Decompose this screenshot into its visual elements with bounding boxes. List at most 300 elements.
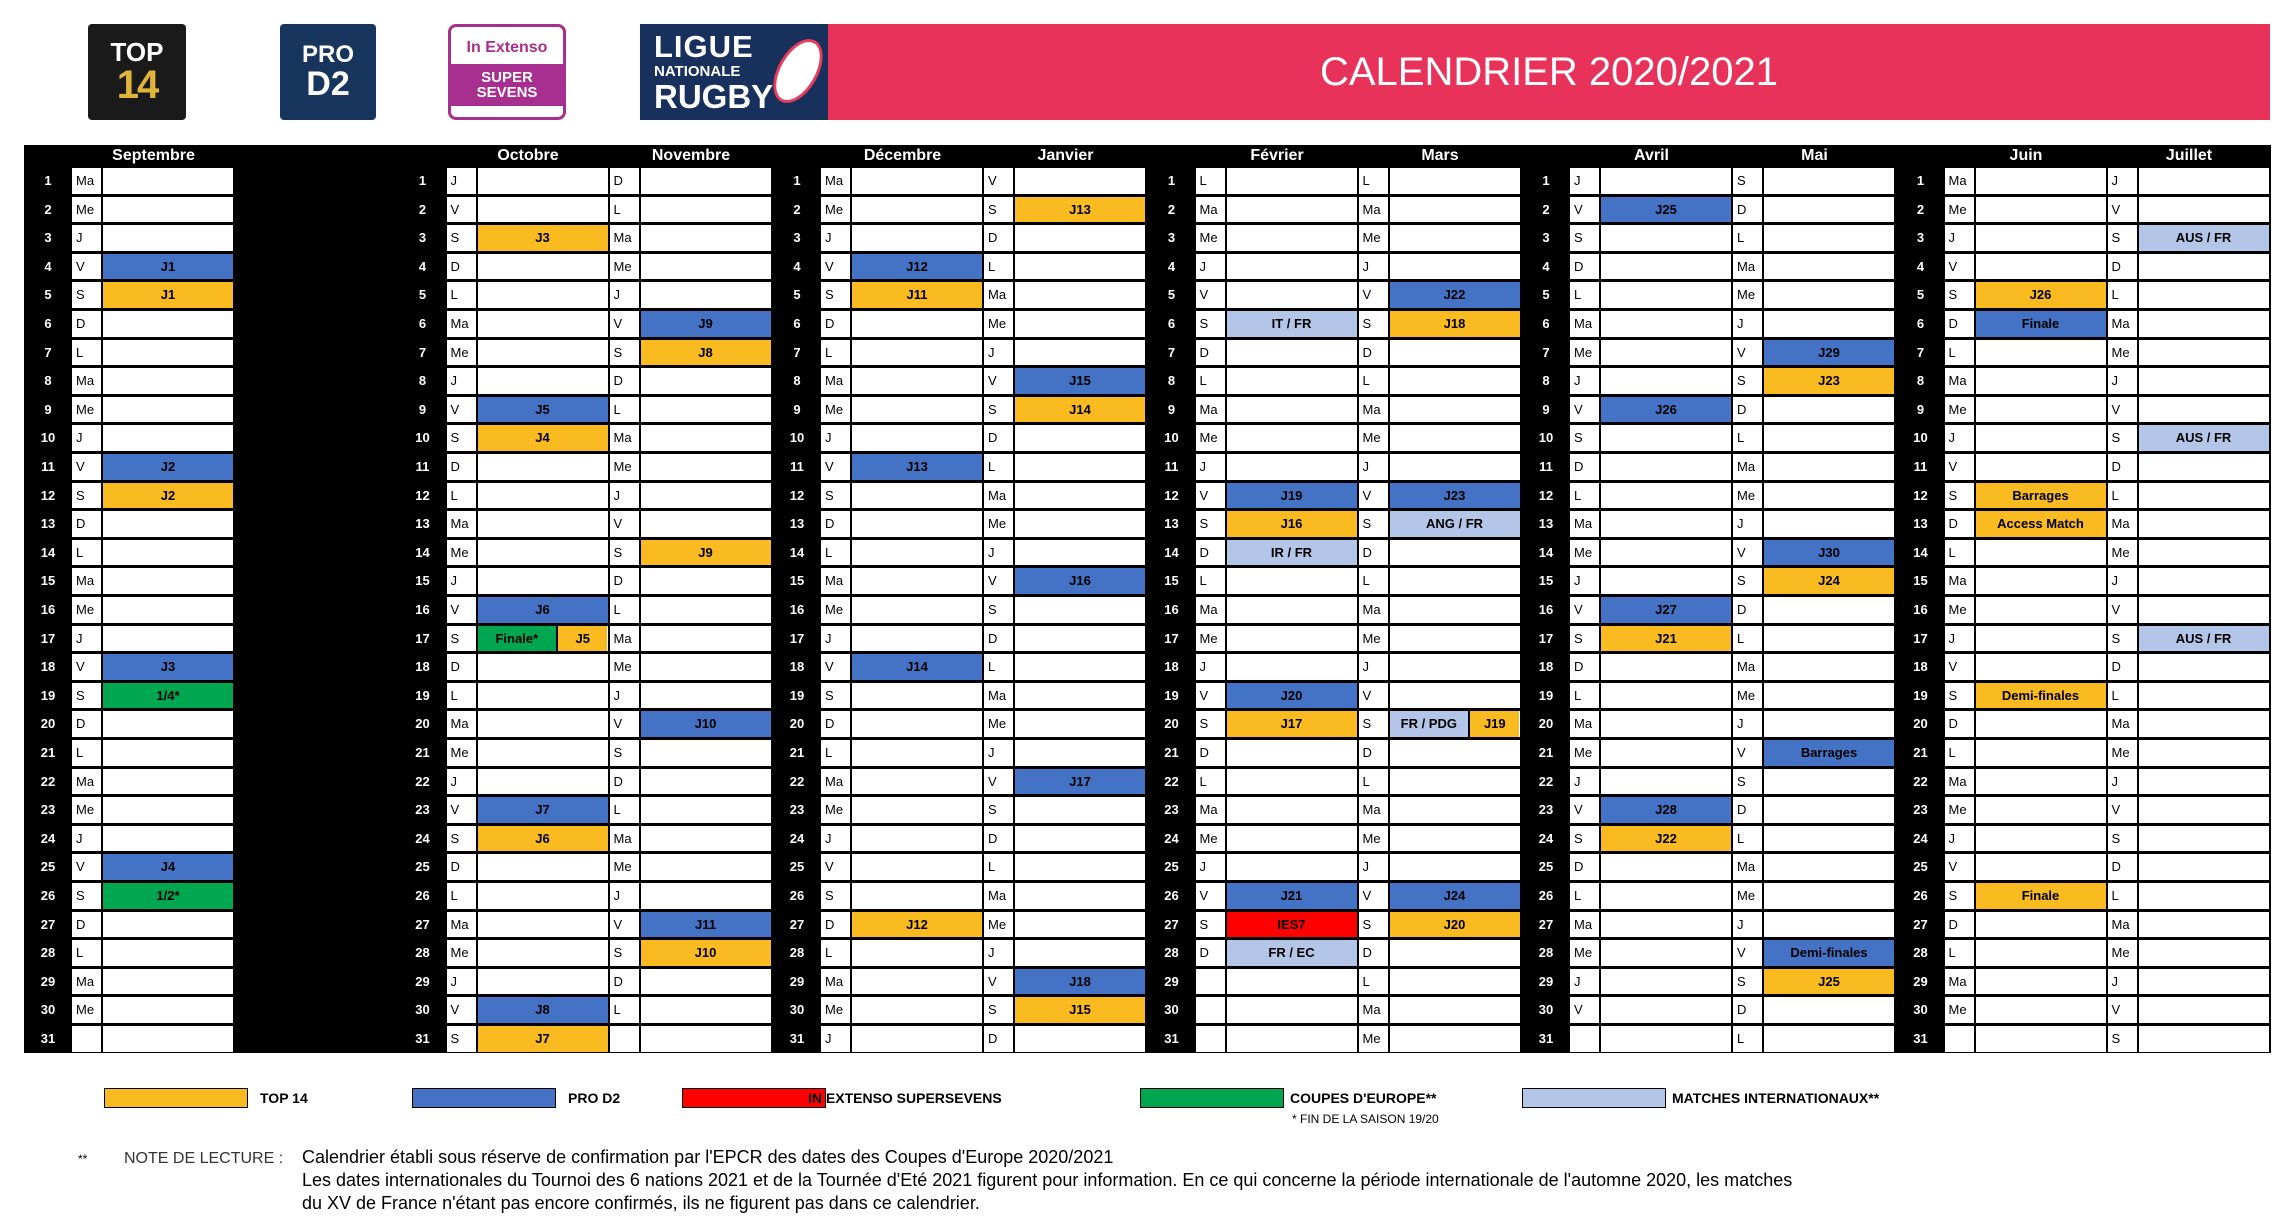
- day-cell[interactable]: [1359, 197, 1520, 223]
- day-cell[interactable]: [447, 940, 608, 966]
- day-cell[interactable]: [72, 1026, 233, 1052]
- day-cell[interactable]: [1570, 168, 1731, 194]
- day-cell[interactable]: [821, 654, 982, 680]
- day-cell[interactable]: [1196, 626, 1357, 652]
- day-cell[interactable]: [610, 483, 771, 509]
- day-cell[interactable]: [821, 683, 982, 709]
- day-cell[interactable]: [447, 1026, 608, 1052]
- day-cell[interactable]: [1196, 225, 1357, 251]
- day-cell[interactable]: [1945, 854, 2106, 880]
- day-cell[interactable]: [1733, 740, 1894, 766]
- day-cell[interactable]: [1945, 683, 2106, 709]
- day-cell[interactable]: [1733, 940, 1894, 966]
- day-cell[interactable]: [821, 626, 982, 652]
- day-cell[interactable]: [821, 1026, 982, 1052]
- day-cell[interactable]: [2108, 940, 2269, 966]
- day-cell[interactable]: [72, 654, 233, 680]
- day-cell[interactable]: [984, 454, 1145, 480]
- day-cell[interactable]: [1359, 425, 1520, 451]
- day-cell[interactable]: [1733, 654, 1894, 680]
- day-cell[interactable]: [1570, 740, 1731, 766]
- day-cell[interactable]: [447, 511, 608, 537]
- day-cell[interactable]: [610, 740, 771, 766]
- day-cell[interactable]: [984, 711, 1145, 737]
- day-cell[interactable]: [72, 711, 233, 737]
- day-cell[interactable]: [1359, 826, 1520, 852]
- day-cell[interactable]: [1196, 654, 1357, 680]
- day-cell[interactable]: [1733, 340, 1894, 366]
- day-cell[interactable]: [1945, 797, 2106, 823]
- day-cell[interactable]: [610, 597, 771, 623]
- day-cell[interactable]: [72, 597, 233, 623]
- day-cell[interactable]: [72, 883, 233, 909]
- day-cell[interactable]: [821, 568, 982, 594]
- day-cell[interactable]: [1570, 797, 1731, 823]
- day-cell[interactable]: [2108, 511, 2269, 537]
- day-cell[interactable]: [610, 711, 771, 737]
- day-cell[interactable]: [447, 397, 608, 423]
- day-cell[interactable]: [1570, 568, 1731, 594]
- day-cell[interactable]: [610, 368, 771, 394]
- day-cell[interactable]: [610, 254, 771, 280]
- day-cell[interactable]: [1733, 997, 1894, 1023]
- day-cell[interactable]: [2108, 740, 2269, 766]
- day-cell[interactable]: [1945, 626, 2106, 652]
- day-cell[interactable]: [1196, 340, 1357, 366]
- day-cell[interactable]: [610, 454, 771, 480]
- day-cell[interactable]: [821, 425, 982, 451]
- day-cell[interactable]: [1359, 282, 1520, 308]
- day-cell[interactable]: [984, 683, 1145, 709]
- day-cell[interactable]: [984, 626, 1145, 652]
- day-cell[interactable]: [1570, 597, 1731, 623]
- day-cell[interactable]: [1945, 711, 2106, 737]
- day-cell[interactable]: [1359, 254, 1520, 280]
- day-cell[interactable]: [984, 168, 1145, 194]
- day-cell[interactable]: [447, 997, 608, 1023]
- day-cell[interactable]: [1733, 626, 1894, 652]
- day-cell[interactable]: [984, 883, 1145, 909]
- day-cell[interactable]: [1359, 225, 1520, 251]
- day-cell[interactable]: [447, 454, 608, 480]
- day-cell[interactable]: [984, 769, 1145, 795]
- day-cell[interactable]: [984, 225, 1145, 251]
- day-cell[interactable]: [1359, 311, 1520, 337]
- day-cell[interactable]: [984, 997, 1145, 1023]
- day-cell[interactable]: [1570, 711, 1731, 737]
- day-cell[interactable]: [447, 683, 608, 709]
- day-cell[interactable]: [1945, 568, 2106, 594]
- day-cell[interactable]: [1945, 883, 2106, 909]
- day-cell[interactable]: [1359, 454, 1520, 480]
- day-cell[interactable]: [821, 940, 982, 966]
- day-cell[interactable]: [984, 826, 1145, 852]
- day-cell[interactable]: [1945, 225, 2106, 251]
- day-cell[interactable]: [1733, 826, 1894, 852]
- day-cell[interactable]: [1359, 483, 1520, 509]
- day-cell[interactable]: [610, 340, 771, 366]
- day-cell[interactable]: [610, 197, 771, 223]
- day-cell[interactable]: [1945, 969, 2106, 995]
- day-cell[interactable]: [1196, 797, 1357, 823]
- day-cell[interactable]: [1359, 769, 1520, 795]
- day-cell[interactable]: [2108, 597, 2269, 623]
- day-cell[interactable]: [1196, 368, 1357, 394]
- day-cell[interactable]: [1570, 1026, 1731, 1052]
- day-cell[interactable]: [2108, 225, 2269, 251]
- day-cell[interactable]: [821, 854, 982, 880]
- day-cell[interactable]: [1570, 511, 1731, 537]
- day-cell[interactable]: [1196, 940, 1357, 966]
- day-cell[interactable]: [1945, 912, 2106, 938]
- day-cell[interactable]: [72, 826, 233, 852]
- day-cell[interactable]: [72, 483, 233, 509]
- day-cell[interactable]: [821, 454, 982, 480]
- day-cell[interactable]: [610, 969, 771, 995]
- day-cell[interactable]: [821, 197, 982, 223]
- day-cell[interactable]: [1570, 254, 1731, 280]
- day-cell[interactable]: [1570, 483, 1731, 509]
- day-cell[interactable]: [447, 197, 608, 223]
- day-cell[interactable]: [447, 568, 608, 594]
- day-cell[interactable]: [1196, 912, 1357, 938]
- day-cell[interactable]: [821, 282, 982, 308]
- day-cell[interactable]: [1945, 425, 2106, 451]
- day-cell[interactable]: [1359, 797, 1520, 823]
- day-cell[interactable]: [610, 540, 771, 566]
- day-cell[interactable]: [1945, 540, 2106, 566]
- day-cell[interactable]: [72, 912, 233, 938]
- day-cell[interactable]: [984, 368, 1145, 394]
- day-cell[interactable]: [1359, 912, 1520, 938]
- day-cell[interactable]: [821, 711, 982, 737]
- day-cell[interactable]: [1570, 311, 1731, 337]
- day-cell[interactable]: [72, 769, 233, 795]
- day-cell[interactable]: [1196, 568, 1357, 594]
- day-cell[interactable]: [984, 797, 1145, 823]
- day-cell[interactable]: [1945, 940, 2106, 966]
- day-cell[interactable]: [610, 425, 771, 451]
- day-cell[interactable]: [1733, 597, 1894, 623]
- day-cell[interactable]: [821, 397, 982, 423]
- day-cell[interactable]: [72, 397, 233, 423]
- day-cell[interactable]: [1359, 683, 1520, 709]
- day-cell[interactable]: [447, 225, 608, 251]
- day-cell[interactable]: [1945, 340, 2106, 366]
- day-cell[interactable]: [72, 683, 233, 709]
- day-cell[interactable]: [1733, 854, 1894, 880]
- day-cell[interactable]: [1733, 912, 1894, 938]
- day-cell[interactable]: [1733, 769, 1894, 795]
- day-cell[interactable]: [72, 940, 233, 966]
- day-cell[interactable]: [821, 997, 982, 1023]
- day-cell[interactable]: [1359, 540, 1520, 566]
- day-cell[interactable]: [984, 511, 1145, 537]
- day-cell[interactable]: [1733, 969, 1894, 995]
- day-cell[interactable]: [610, 797, 771, 823]
- day-cell[interactable]: [1196, 711, 1357, 737]
- day-cell[interactable]: [1196, 311, 1357, 337]
- day-cell[interactable]: [1570, 368, 1731, 394]
- day-cell[interactable]: [1196, 597, 1357, 623]
- day-cell[interactable]: [984, 969, 1145, 995]
- day-cell[interactable]: [610, 769, 771, 795]
- day-cell[interactable]: [447, 254, 608, 280]
- day-cell[interactable]: [1945, 397, 2106, 423]
- day-cell[interactable]: [1570, 626, 1731, 652]
- day-cell[interactable]: [1570, 654, 1731, 680]
- day-cell[interactable]: [1196, 197, 1357, 223]
- day-cell[interactable]: [1945, 311, 2106, 337]
- day-cell[interactable]: [1196, 540, 1357, 566]
- day-cell[interactable]: [2108, 282, 2269, 308]
- day-cell[interactable]: [1733, 683, 1894, 709]
- day-cell[interactable]: [2108, 168, 2269, 194]
- day-cell[interactable]: [2108, 483, 2269, 509]
- day-cell[interactable]: [984, 912, 1145, 938]
- day-cell[interactable]: [1196, 769, 1357, 795]
- day-cell[interactable]: [1359, 969, 1520, 995]
- day-cell[interactable]: [72, 340, 233, 366]
- day-cell[interactable]: [1945, 282, 2106, 308]
- day-cell[interactable]: [1196, 1026, 1357, 1052]
- day-cell[interactable]: [1570, 282, 1731, 308]
- day-cell[interactable]: [72, 568, 233, 594]
- day-cell[interactable]: [610, 654, 771, 680]
- day-cell[interactable]: [2108, 683, 2269, 709]
- day-cell[interactable]: [610, 168, 771, 194]
- day-cell[interactable]: [821, 883, 982, 909]
- day-cell[interactable]: [1570, 940, 1731, 966]
- day-cell[interactable]: [2108, 540, 2269, 566]
- day-cell[interactable]: [1196, 254, 1357, 280]
- day-cell[interactable]: [72, 454, 233, 480]
- day-cell[interactable]: [2108, 912, 2269, 938]
- day-cell[interactable]: [1359, 654, 1520, 680]
- day-cell[interactable]: [610, 940, 771, 966]
- day-cell[interactable]: [72, 969, 233, 995]
- day-cell[interactable]: [2108, 654, 2269, 680]
- day-cell[interactable]: [447, 168, 608, 194]
- day-cell[interactable]: [984, 654, 1145, 680]
- day-cell[interactable]: [1359, 168, 1520, 194]
- day-cell[interactable]: [72, 540, 233, 566]
- day-cell[interactable]: [2108, 854, 2269, 880]
- day-cell[interactable]: [1359, 568, 1520, 594]
- day-cell[interactable]: [984, 1026, 1145, 1052]
- day-cell[interactable]: [1196, 282, 1357, 308]
- day-cell[interactable]: [1733, 282, 1894, 308]
- day-cell[interactable]: [72, 368, 233, 394]
- day-cell[interactable]: [1733, 797, 1894, 823]
- day-cell[interactable]: [984, 483, 1145, 509]
- day-cell[interactable]: [1359, 711, 1520, 737]
- day-cell[interactable]: [1196, 454, 1357, 480]
- day-cell[interactable]: [447, 711, 608, 737]
- day-cell[interactable]: [72, 168, 233, 194]
- day-cell[interactable]: [821, 225, 982, 251]
- day-cell[interactable]: [1733, 168, 1894, 194]
- day-cell[interactable]: [984, 540, 1145, 566]
- day-cell[interactable]: [1359, 340, 1520, 366]
- day-cell[interactable]: [447, 883, 608, 909]
- day-cell[interactable]: [1945, 997, 2106, 1023]
- day-cell[interactable]: [447, 769, 608, 795]
- day-cell[interactable]: [2108, 311, 2269, 337]
- day-cell[interactable]: [610, 997, 771, 1023]
- day-cell[interactable]: [72, 740, 233, 766]
- day-cell[interactable]: [1570, 340, 1731, 366]
- day-cell[interactable]: [2108, 1026, 2269, 1052]
- day-cell[interactable]: [72, 511, 233, 537]
- day-cell[interactable]: [1570, 683, 1731, 709]
- day-cell[interactable]: [1570, 997, 1731, 1023]
- day-cell[interactable]: [1733, 425, 1894, 451]
- day-cell[interactable]: [1196, 854, 1357, 880]
- day-cell[interactable]: [72, 997, 233, 1023]
- day-cell[interactable]: [1196, 883, 1357, 909]
- day-cell[interactable]: [2108, 425, 2269, 451]
- day-cell[interactable]: [821, 597, 982, 623]
- day-cell[interactable]: [2108, 568, 2269, 594]
- day-cell[interactable]: [1945, 769, 2106, 795]
- day-cell[interactable]: [1733, 883, 1894, 909]
- day-cell[interactable]: [610, 626, 771, 652]
- day-cell[interactable]: [447, 797, 608, 823]
- day-cell[interactable]: [1196, 740, 1357, 766]
- day-cell[interactable]: [1359, 397, 1520, 423]
- day-cell[interactable]: [1359, 368, 1520, 394]
- day-cell[interactable]: [72, 425, 233, 451]
- day-cell[interactable]: [821, 769, 982, 795]
- day-cell[interactable]: [1359, 511, 1520, 537]
- day-cell[interactable]: [610, 397, 771, 423]
- day-cell[interactable]: [1945, 483, 2106, 509]
- day-cell[interactable]: [72, 197, 233, 223]
- day-cell[interactable]: [447, 969, 608, 995]
- day-cell[interactable]: [1733, 1026, 1894, 1052]
- day-cell[interactable]: [1733, 454, 1894, 480]
- day-cell[interactable]: [2108, 626, 2269, 652]
- day-cell[interactable]: [72, 797, 233, 823]
- day-cell[interactable]: [1359, 940, 1520, 966]
- day-cell[interactable]: [72, 854, 233, 880]
- day-cell[interactable]: [1570, 883, 1731, 909]
- day-cell[interactable]: [610, 568, 771, 594]
- day-cell[interactable]: [1196, 425, 1357, 451]
- day-cell[interactable]: [447, 912, 608, 938]
- day-cell[interactable]: [1945, 368, 2106, 394]
- day-cell[interactable]: [1570, 197, 1731, 223]
- day-cell[interactable]: [610, 683, 771, 709]
- day-cell[interactable]: [72, 282, 233, 308]
- day-cell[interactable]: [1733, 311, 1894, 337]
- day-cell[interactable]: [447, 483, 608, 509]
- day-cell[interactable]: [1196, 168, 1357, 194]
- day-cell[interactable]: [447, 626, 608, 652]
- day-cell[interactable]: [821, 912, 982, 938]
- day-cell[interactable]: [1733, 540, 1894, 566]
- day-cell[interactable]: [984, 425, 1145, 451]
- day-cell[interactable]: [610, 225, 771, 251]
- day-cell[interactable]: [1570, 225, 1731, 251]
- day-cell[interactable]: [447, 340, 608, 366]
- day-cell[interactable]: [2108, 797, 2269, 823]
- day-cell[interactable]: [1196, 826, 1357, 852]
- day-cell[interactable]: [447, 540, 608, 566]
- day-cell[interactable]: [1945, 597, 2106, 623]
- day-cell[interactable]: [2108, 454, 2269, 480]
- day-cell[interactable]: [1945, 826, 2106, 852]
- day-cell[interactable]: [610, 1026, 771, 1052]
- day-cell[interactable]: [821, 826, 982, 852]
- day-cell[interactable]: [2108, 197, 2269, 223]
- day-cell[interactable]: [1945, 511, 2106, 537]
- day-cell[interactable]: [984, 197, 1145, 223]
- day-cell[interactable]: [1196, 511, 1357, 537]
- day-cell[interactable]: [821, 340, 982, 366]
- day-cell[interactable]: [447, 854, 608, 880]
- day-cell[interactable]: [821, 740, 982, 766]
- day-cell[interactable]: [2108, 826, 2269, 852]
- day-cell[interactable]: [2108, 969, 2269, 995]
- day-cell[interactable]: [1733, 397, 1894, 423]
- day-cell[interactable]: [1359, 740, 1520, 766]
- day-cell[interactable]: [1570, 912, 1731, 938]
- day-cell[interactable]: [1733, 225, 1894, 251]
- day-cell[interactable]: [610, 511, 771, 537]
- day-cell[interactable]: [821, 168, 982, 194]
- day-cell[interactable]: [1945, 454, 2106, 480]
- day-cell[interactable]: [2108, 711, 2269, 737]
- day-cell[interactable]: [610, 282, 771, 308]
- day-cell[interactable]: [1733, 483, 1894, 509]
- day-cell[interactable]: [610, 854, 771, 880]
- day-cell[interactable]: [447, 597, 608, 623]
- day-cell[interactable]: [821, 311, 982, 337]
- day-cell[interactable]: [72, 626, 233, 652]
- day-cell[interactable]: [1733, 568, 1894, 594]
- day-cell[interactable]: [821, 254, 982, 280]
- day-cell[interactable]: [1570, 969, 1731, 995]
- day-cell[interactable]: [447, 425, 608, 451]
- day-cell[interactable]: [1359, 997, 1520, 1023]
- day-cell[interactable]: [2108, 397, 2269, 423]
- day-cell[interactable]: [72, 225, 233, 251]
- day-cell[interactable]: [1570, 454, 1731, 480]
- day-cell[interactable]: [447, 654, 608, 680]
- day-cell[interactable]: [984, 311, 1145, 337]
- day-cell[interactable]: [447, 826, 608, 852]
- day-cell[interactable]: [610, 883, 771, 909]
- day-cell[interactable]: [821, 368, 982, 394]
- day-cell[interactable]: [984, 740, 1145, 766]
- day-cell[interactable]: [447, 740, 608, 766]
- day-cell[interactable]: [984, 940, 1145, 966]
- day-cell[interactable]: [1359, 854, 1520, 880]
- day-cell[interactable]: [1196, 683, 1357, 709]
- day-cell[interactable]: [447, 368, 608, 394]
- day-cell[interactable]: [821, 797, 982, 823]
- day-cell[interactable]: [2108, 340, 2269, 366]
- day-cell[interactable]: [821, 969, 982, 995]
- day-cell[interactable]: [447, 311, 608, 337]
- day-cell[interactable]: [610, 912, 771, 938]
- day-cell[interactable]: [1359, 1026, 1520, 1052]
- day-cell[interactable]: [1359, 626, 1520, 652]
- day-cell[interactable]: [1570, 540, 1731, 566]
- day-cell[interactable]: [984, 597, 1145, 623]
